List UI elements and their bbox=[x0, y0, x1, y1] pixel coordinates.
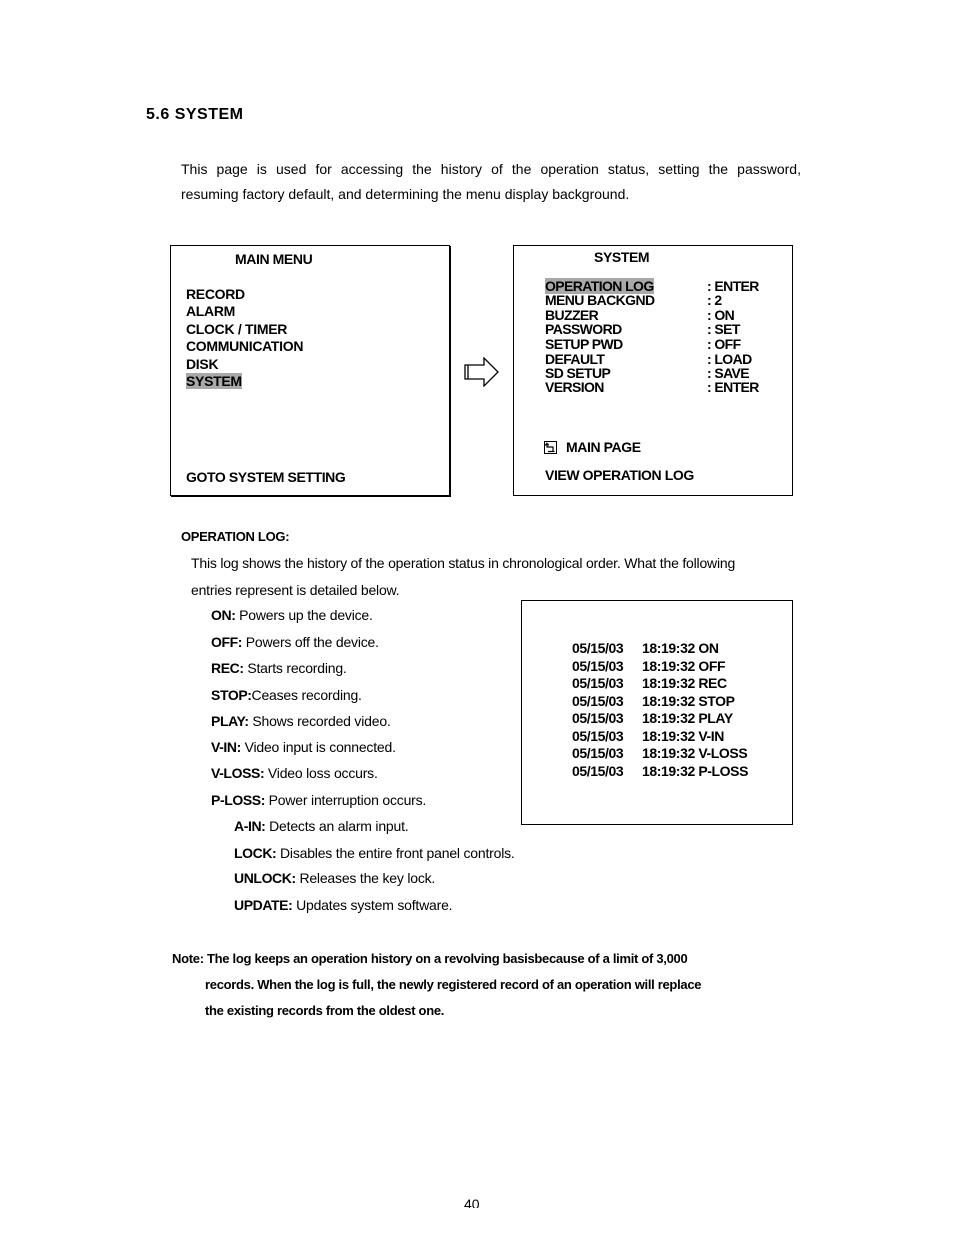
log-record-date: 05/15/03 bbox=[572, 728, 624, 744]
log-record-date: 05/15/03 bbox=[572, 710, 624, 726]
log-record bbox=[572, 693, 735, 709]
entry-term: LOCK: bbox=[234, 845, 277, 861]
log-entry-unlock bbox=[234, 870, 435, 886]
log-entry-v-in bbox=[211, 739, 396, 755]
menu-item-record[interactable]: RECORD bbox=[186, 286, 245, 302]
log-record bbox=[572, 640, 719, 656]
log-record-time: 18:19:32 STOP bbox=[642, 693, 735, 709]
main-menu-title: MAIN MENU bbox=[235, 251, 313, 267]
entry-term: V-LOSS: bbox=[211, 765, 265, 781]
log-entry-stop bbox=[211, 687, 362, 703]
entry-text: Video loss occurs. bbox=[264, 765, 378, 781]
entry-term: UPDATE: bbox=[234, 897, 293, 913]
log-record bbox=[572, 675, 727, 691]
entry-text: Shows recorded video. bbox=[248, 713, 391, 729]
entry-term: V-IN: bbox=[211, 739, 241, 755]
note-line-2: records. When the log is full, the newly registered record of an operation will replace bbox=[205, 977, 702, 992]
entry-term: A-IN: bbox=[234, 818, 266, 834]
entry-term: STOP: bbox=[211, 687, 252, 703]
menu-item-communication[interactable]: COMMUNICATION bbox=[186, 338, 304, 354]
system-row-setup-pwd[interactable] bbox=[545, 337, 785, 352]
page-number: 40 bbox=[464, 1196, 480, 1208]
section-title: 5.6 SYSTEM bbox=[146, 106, 244, 123]
system-row-label: PASSWORD bbox=[545, 321, 622, 337]
entry-term: PLAY: bbox=[211, 713, 249, 729]
system-row-value: : 2 bbox=[707, 292, 722, 308]
main-page-link[interactable]: MAIN PAGE bbox=[566, 439, 641, 455]
log-record bbox=[572, 710, 733, 726]
menu-item-disk[interactable]: DISK bbox=[186, 356, 219, 372]
goto-system-setting: GOTO SYSTEM SETTING bbox=[186, 469, 346, 485]
menu-item-system-label: SYSTEM bbox=[186, 373, 242, 389]
log-record bbox=[572, 745, 748, 761]
log-entry-a-in bbox=[234, 818, 409, 834]
system-row-label: DEFAULT bbox=[545, 351, 605, 367]
menu-item-system[interactable] bbox=[186, 373, 242, 389]
log-record-date: 05/15/03 bbox=[572, 640, 624, 656]
log-record-time: 18:19:32 PLAY bbox=[642, 710, 733, 726]
system-row-value: : SAVE bbox=[707, 365, 750, 381]
system-row-value: : LOAD bbox=[707, 351, 752, 367]
log-record-time: 18:19:32 P-LOSS bbox=[642, 763, 749, 779]
log-record bbox=[572, 728, 724, 744]
system-row-value: : SET bbox=[707, 321, 740, 337]
operation-log-desc-2: entries represent is detailed below. bbox=[191, 582, 400, 598]
entry-term: ON: bbox=[211, 607, 236, 623]
entry-text: Detects an alarm input. bbox=[265, 818, 409, 834]
entry-text: Powers off the device. bbox=[242, 634, 379, 650]
entry-term: REC: bbox=[211, 660, 244, 676]
system-menu-panel bbox=[513, 245, 793, 496]
system-row-label: VERSION bbox=[545, 379, 604, 395]
log-record bbox=[572, 763, 749, 779]
system-row-value: : OFF bbox=[707, 336, 741, 352]
log-record-time: 18:19:32 V-IN bbox=[642, 728, 724, 744]
system-row-label: BUZZER bbox=[545, 307, 599, 323]
system-row-label: SETUP PWD bbox=[545, 336, 623, 352]
log-record-date: 05/15/03 bbox=[572, 763, 624, 779]
log-record-time: 18:19:32 V-LOSS bbox=[642, 745, 748, 761]
system-row-label: MENU BACKGND bbox=[545, 292, 655, 308]
entry-text: Releases the key lock. bbox=[295, 870, 436, 886]
entry-term: OFF: bbox=[211, 634, 243, 650]
log-record-date: 05/15/03 bbox=[572, 658, 624, 674]
system-row-value: : ON bbox=[707, 307, 735, 323]
operation-log-desc-1: This log shows the history of the operation status in chronological order. What the following bbox=[191, 555, 736, 571]
entry-text: Starts recording. bbox=[243, 660, 347, 676]
system-row-value: : ENTER bbox=[707, 278, 759, 294]
entry-term: P-LOSS: bbox=[211, 792, 265, 808]
system-row-version[interactable] bbox=[545, 380, 785, 395]
intro-line-2: resuming factory default, and determining the menu display background. bbox=[181, 186, 630, 202]
system-row-label: SD SETUP bbox=[545, 365, 611, 381]
log-entry-v-loss bbox=[211, 765, 378, 781]
entry-term: UNLOCK: bbox=[234, 870, 296, 886]
intro-line-1: This page is used for accessing the history of the operation status, setting the password, bbox=[181, 161, 801, 177]
note-line-3: the existing records from the oldest one. bbox=[205, 1003, 445, 1018]
entry-text: Updates system software. bbox=[292, 897, 453, 913]
log-entry-off bbox=[211, 634, 379, 650]
system-row-label: OPERATION LOG bbox=[545, 278, 654, 294]
log-entry-lock bbox=[234, 845, 515, 861]
right-arrow-icon bbox=[464, 357, 500, 387]
entry-text: Ceases recording. bbox=[251, 687, 362, 703]
return-icon[interactable] bbox=[544, 441, 557, 454]
log-record-date: 05/15/03 bbox=[572, 675, 624, 691]
log-entry-rec bbox=[211, 660, 347, 676]
log-entry-update bbox=[234, 897, 452, 913]
view-operation-log: VIEW OPERATION LOG bbox=[545, 467, 694, 483]
menu-item-alarm[interactable]: ALARM bbox=[186, 303, 236, 319]
log-record-time: 18:19:32 REC bbox=[642, 675, 727, 691]
entry-text: Powers up the device. bbox=[235, 607, 373, 623]
log-record bbox=[572, 658, 726, 674]
entry-text: Video input is connected. bbox=[240, 739, 396, 755]
menu-item-clock-timer[interactable]: CLOCK / TIMER bbox=[186, 321, 288, 337]
system-row-value: : ENTER bbox=[707, 379, 759, 395]
system-row-menu-backgnd[interactable] bbox=[545, 293, 785, 308]
entry-text: Power interruption occurs. bbox=[264, 792, 427, 808]
log-entry-on bbox=[211, 607, 373, 623]
note-line-1: Note: The log keeps an operation history on a revolving basisbecause of a limit of 3,000 bbox=[172, 951, 688, 966]
log-record-date: 05/15/03 bbox=[572, 745, 624, 761]
operation-log-heading: OPERATION LOG: bbox=[181, 529, 290, 544]
log-record-date: 05/15/03 bbox=[572, 693, 624, 709]
log-record-time: 18:19:32 OFF bbox=[642, 658, 726, 674]
main-menu-panel bbox=[170, 245, 450, 496]
operation-log-records-panel bbox=[521, 600, 793, 825]
entry-text: Disables the entire front panel controls. bbox=[276, 845, 515, 861]
log-record-time: 18:19:32 ON bbox=[642, 640, 719, 656]
log-entry-play bbox=[211, 713, 391, 729]
system-row-password[interactable] bbox=[545, 322, 785, 337]
log-entry-p-loss bbox=[211, 792, 426, 808]
system-menu-title: SYSTEM bbox=[594, 249, 650, 265]
